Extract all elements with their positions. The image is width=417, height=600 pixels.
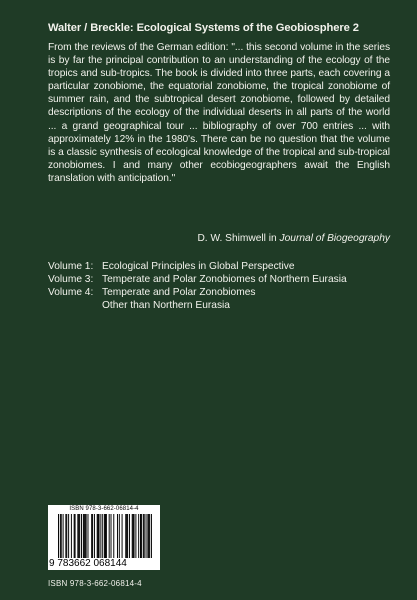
barcode-bar [85,514,86,558]
volume-item [48,260,390,273]
review-attribution [48,233,390,244]
barcode-bar [111,514,112,558]
barcode-bar [81,514,82,558]
barcode-bar [68,514,69,558]
isbn-text: ISBN 978-3-662-06814-4 [48,579,142,588]
series-title: Walter / Breckle: Ecological Systems of the Geobiosphere 2 [48,22,359,34]
barcode-bar [77,514,78,558]
barcode-bar [105,514,106,558]
barcode-bar [146,514,147,558]
barcode-bar [106,514,107,558]
barcode-bar [151,514,152,558]
barcode-bar [91,514,92,558]
barcode-bar [94,514,95,558]
barcode-bar [100,514,101,558]
barcode-bar [102,514,103,558]
barcode-isbn-label: ISBN 978-3-662-06814-4 [69,506,139,512]
barcode-bar [147,514,148,558]
volume-subtitle: Other than Northern Eurasia [102,300,230,311]
volume-title: Ecological Principles in Global Perspective [102,261,295,272]
barcode-bar [84,514,85,558]
barcode-bar [122,514,123,558]
volume-item [48,273,390,286]
volume-number: Volume 3: [48,274,94,285]
barcode [48,505,160,570]
barcode-bar [113,514,114,558]
volume-list [48,260,390,312]
barcode-bar [141,514,142,558]
barcode-bar [71,514,72,558]
barcode-bar [140,514,141,558]
barcode-bar [125,514,126,558]
barcode-bar [61,514,62,558]
barcode-bar [79,514,80,558]
barcode-bar [144,514,145,558]
barcode-bar [104,514,105,558]
barcode-bar [132,514,133,558]
barcode-bar [63,514,64,558]
barcode-bar [98,514,99,558]
volume-number: Volume 1: [48,261,94,272]
barcode-bar [143,514,144,558]
barcode-bar [148,514,149,558]
barcode-bar [78,514,79,558]
barcode-bar [86,514,87,558]
barcode-bar [65,514,66,558]
volume-item [48,286,390,299]
barcode-bar [109,514,110,558]
barcode-bar [149,514,150,558]
barcode-digits: 9 783662 068144 [49,558,127,569]
reviewer-name: D. W. Shimwell in [197,233,277,244]
barcode-bar [66,514,67,558]
volume-title: Temperate and Polar Zonobiomes of Northern Eurasia [102,274,347,285]
barcode-bar [83,514,84,558]
barcode-bar [119,514,120,558]
barcode-bar [92,514,93,558]
journal-name: Journal of Biogeography [279,233,390,244]
barcode-bar [126,514,127,558]
barcode-bar [74,514,75,558]
barcode-bar [117,514,118,558]
barcode-bar [135,514,136,558]
barcode-bar [127,514,128,558]
barcode-bar [134,514,135,558]
review-quote: From the reviews of the German edition: "... this second volume in the series is by far the principal contribution to an understanding of the ecology of the tropics and sub-tropics. The book is divided into three parts, each covering a particular zonobiome, the equatorial zonobiome, the tropical zonobiome of summer rain, and the subtropical desert zonobiome, followed by detailed descriptions of the ecology of the individual deserts in all parts of the world ... a grand geographical tour ... bibliography of over 700 entries ... with approximately 12% in the 1980's. There can be no question that the volume is a classic synthesis of ecological knowledge of the tropical and sub-tropical zonobiomes. I and many other ecobiogeographers await the English translation with anticipation." [48,42,390,184]
volume-number: Volume 4: [48,287,94,298]
barcode-bar [87,514,88,558]
barcode-bar [60,514,61,558]
barcode-bar [58,514,59,558]
barcode-bar [129,514,130,558]
barcode-bar [138,514,139,558]
barcode-bar [133,514,134,558]
barcode-bar [75,514,76,558]
volume-title: Temperate and Polar Zonobiomes [102,287,256,298]
barcode-bar [97,514,98,558]
barcode-bar [99,514,100,558]
barcode-bars [58,514,152,558]
